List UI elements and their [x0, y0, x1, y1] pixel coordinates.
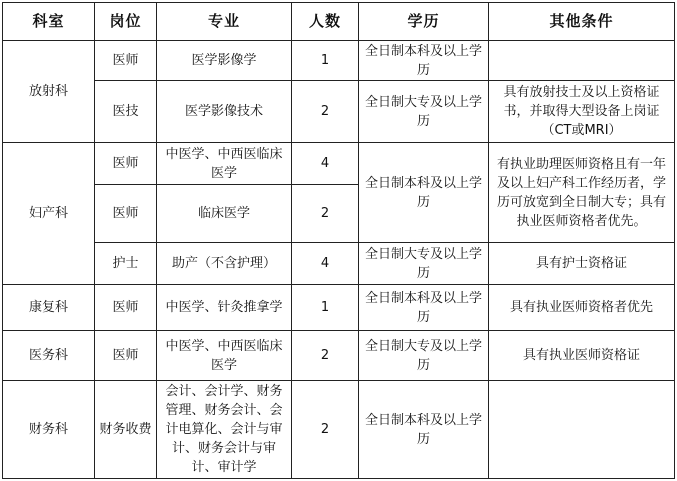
header-major: 专业: [157, 3, 292, 41]
count-cell: 4: [292, 243, 359, 285]
table-row: [3, 381, 675, 479]
count-cell: 2: [292, 331, 359, 381]
position-cell: 护士: [95, 243, 157, 285]
major-cell: 医学影像学: [157, 41, 292, 81]
position-cell: 财务收费: [95, 381, 157, 479]
count-cell: 4: [292, 143, 359, 185]
count-cell: 2: [292, 381, 359, 479]
count-cell: 2: [292, 81, 359, 143]
position-cell: 医师: [95, 331, 157, 381]
department-cell: 医务科: [3, 331, 95, 381]
table-row: [3, 331, 675, 381]
header-other-conditions: 其他条件: [489, 3, 675, 41]
education-cell: 全日制大专及以上学历: [359, 81, 489, 143]
education-cell: 全日制本科及以上学历: [359, 381, 489, 479]
department-cell: 财务科: [3, 381, 95, 479]
major-cell: 中医学、中西医临床医学: [157, 331, 292, 381]
header-count: 人数: [292, 3, 359, 41]
header-row: [3, 3, 675, 41]
header-department: 科室: [3, 3, 95, 41]
conditions-cell: 有执业助理医师资格且有一年及以上妇产科工作经历者，学历可放宽到全日制大专；具有执业医师资格者优先。: [489, 143, 675, 243]
header-education: 学历: [359, 3, 489, 41]
major-cell: 中医学、针灸推拿学: [157, 285, 292, 331]
conditions-cell: 具有护士资格证: [489, 243, 675, 285]
count-cell: 1: [292, 41, 359, 81]
education-cell: 全日制本科及以上学历: [359, 285, 489, 331]
table-row: [3, 41, 675, 81]
education-cell: 全日制本科及以上学历: [359, 143, 489, 243]
conditions-cell: [489, 381, 675, 479]
conditions-cell: 具有执业医师资格者优先: [489, 285, 675, 331]
major-cell: 临床医学: [157, 185, 292, 243]
position-cell: 医师: [95, 185, 157, 243]
education-cell: 全日制本科及以上学历: [359, 41, 489, 81]
header-position: 岗位: [95, 3, 157, 41]
education-cell: 全日制大专及以上学历: [359, 331, 489, 381]
education-cell: 全日制大专及以上学历: [359, 243, 489, 285]
table-row: [3, 81, 675, 143]
conditions-cell: [489, 41, 675, 81]
count-cell: 2: [292, 185, 359, 243]
major-cell: 助产（不含护理）: [157, 243, 292, 285]
conditions-cell: 具有放射技士及以上资格证书，并取得大型设备上岗证（CT或MRI）: [489, 81, 675, 143]
department-cell: 康复科: [3, 285, 95, 331]
position-cell: 医师: [95, 285, 157, 331]
major-cell: 医学影像技术: [157, 81, 292, 143]
department-cell: 妇产科: [3, 143, 95, 285]
major-cell: 中医学、中西医临床医学: [157, 143, 292, 185]
position-cell: 医师: [95, 143, 157, 185]
recruitment-table: [2, 2, 675, 479]
position-cell: 医师: [95, 41, 157, 81]
table-row: [3, 143, 675, 185]
count-cell: 1: [292, 285, 359, 331]
position-cell: 医技: [95, 81, 157, 143]
table-row: [3, 243, 675, 285]
conditions-cell: 具有执业医师资格证: [489, 331, 675, 381]
table-row: [3, 285, 675, 331]
major-cell: 会计、会计学、财务管理、财务会计、会计电算化、会计与审计、财务会计与审计、审计学: [157, 381, 292, 479]
department-cell: 放射科: [3, 41, 95, 143]
